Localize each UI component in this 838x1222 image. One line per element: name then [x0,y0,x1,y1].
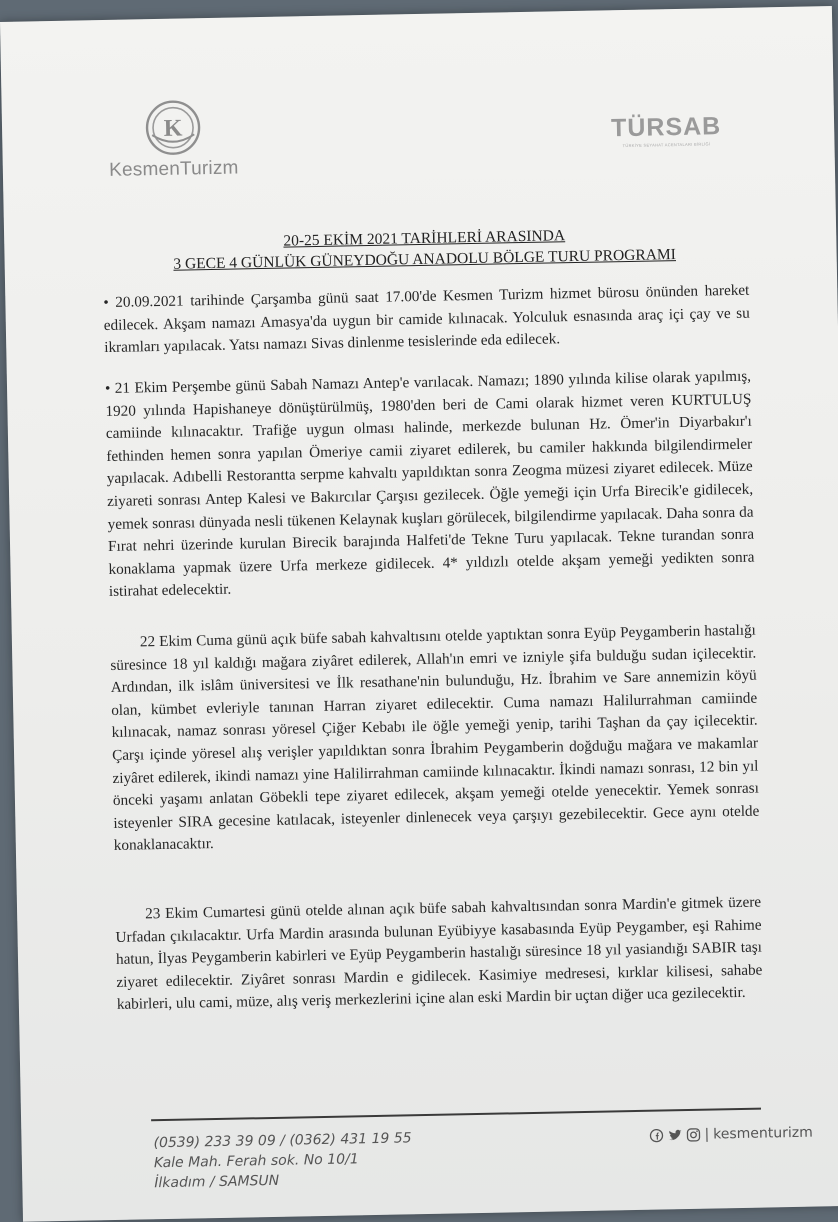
footer-divider [151,1108,761,1122]
twitter-icon [667,1129,682,1142]
title-line-2: 3 GECE 4 GÜNLÜK GÜNEYDOĞU ANADOLU BÖLGE TURU PROGRAMI [173,246,677,273]
paragraph-day-1: • 20.09.2021 tarihinde Çarşamba günü saat 17.00'de Kesmen Turizm hizmet bürosu önünden hareket edilecek. Akşam namazı Amasya'da uygun bir camide kılınacak. Yolculuk esnasında araç içi çay ve su ikramları yapılacak. Yatsı namazı Sivas dinlenme tesislerinde eda edilecek. [103,281,750,357]
tursab-logo [606,112,727,164]
social-handle: kesmenturizm [713,1124,813,1143]
footer-phones: (0539) 233 39 09 / (0362) 431 19 55 [153,1130,412,1152]
program-title [104,222,745,276]
tursab-subtitle: TÜRKİYE SEYAHAT ACENTALARI BİRLİĞİ [622,141,711,149]
logo-letter: K [163,115,183,142]
logo-brand-text: KesmenTurizm [108,157,239,181]
social-separator: | [704,1126,710,1143]
facebook-icon [649,1128,663,1142]
footer-social [649,1125,813,1144]
document-page [0,6,838,1222]
paragraph-day-2: • 21 Ekim Perşembe günü Sabah Namazı Antep'e varılacak. Namazı; 1890 yılında kilise olarak yapılmış, 1920 yılında Hapishaneye dönüştürülmüş, 1980'den beri de Cami olarak hizmet veren KURTULUŞ camiinde kılınacaktır. Trafiğe uygun olması halinde, merkezde bulunan Hz. Ömer'in Diyarbakır'ı fethinden hemen sonra yapılan Ömeriye camii ziyaret edilerek, bu camiler hakkında bilgilendirmeler yapılacak. Adıbelli Restorantta serpme kahvaltı yapıldıktan sonra Zeogma müzesi ziyaret edilecek. Müze ziyareti sonrası Antep Kalesi ve Bakırcılar Çarşısı gezilecek. Öğle yemeği için Urfa Birecik'e gidilecek, yemek sonrası dünyada nesli tükenen Kelaynak kuşları görülecek, bilgilendirme yapılacak. Daha sonra da Fırat nehri üzerinde kurulan Birecik barajında Halfeti'de Tekne Turu yapılacak. Tekne turandan sonra konaklama yapmak üzere Urfa merkeze gidilecek. 4* yıldızlı otelde akşam yemeği yedikten sonra istirahat edelecektir. [104,367,755,601]
tursab-name: TÜRSAB [610,112,722,143]
paragraph-day-4: 23 Ekim Cumartesi günü otelde alınan açık büfe sabah kahvaltısından sonra Mardin'e gitmek üzere Urfadan çıkılacaktır. Urfa Mardin arasında bulunan Eyübiyye kasabasında Eyüp Peygamber, eşi Rahime hatun, İlyas Peygamberin kabirleri ve Eyüp Peygamberin hastalığı süresince 18 yıl yasiandığı SABIR taşı ziyaret edilecektir. Ziyâret sonrası Mardin e gidilecek. Kasimiye medresesi, kırklar kilisesi, sahabe kabirleri, ulu cami, müze, alış veriş merkezlerini içine alan eski Mardin bir uçtan diğer uca gezilecektir. [115,893,763,1014]
instagram-icon [686,1128,700,1142]
kesmen-emblem-icon [144,98,203,157]
kesmen-turizm-logo [98,97,250,200]
footer-contact [153,1128,412,1193]
footer-address-line-2: İlkadım / SAMSUN [154,1172,280,1192]
title-line-1: 20-25 EKİM 2021 TARİHLERİ ARASINDA [283,227,566,250]
footer-address-line-1: Kale Mah. Ferah sok. No 10/1 [153,1151,359,1172]
paragraph-day-3: 22 Ekim Cuma günü açık büfe sabah kahvaltısını otelde yaptıktan sonra Eyüp Peygamberin hastalığı süresince 18 yıl kaldığı mağara ziyâret edilerek, Allah'ın emri ve izniyle şifa bulduğu sudan içilecektir. Ardından, ilk islâm üniversitesi ve İlk resathane'nin bulunduğu, Hz. İbrahim ve Sare annemizin köyü olan, kümbet evleriyle tanınan Harran ziyaret edilecektir. Cuma namazı Halilurrahman camiinde kılınacak, namaz sonrası yöresel Çiğer Kebabı ile öğle yemeği yenip, tarihi Taşhan da çay içilecektir. Çarşı içinde yöresel alış verişler yapıldıktan sonra İbrahim Peygamberin doğduğu mağara ve makamlar ziyâret edilerek, ikindi namazı yine Halilirrahman camiinde kılınacaktır. İkindi namazı sonrası, 12 bin yıl önceki yaşamı anlatan Göbekli tepe ziyaret edilecek, akşam yemeği otelde yenecektir. Yemek sonrası isteyenler SIRA gecesine katılacak, isteyenler dinlenecek veya çarşıyı gezebilecektir. Gece aynı otelde konaklanacaktır. [110,621,760,855]
